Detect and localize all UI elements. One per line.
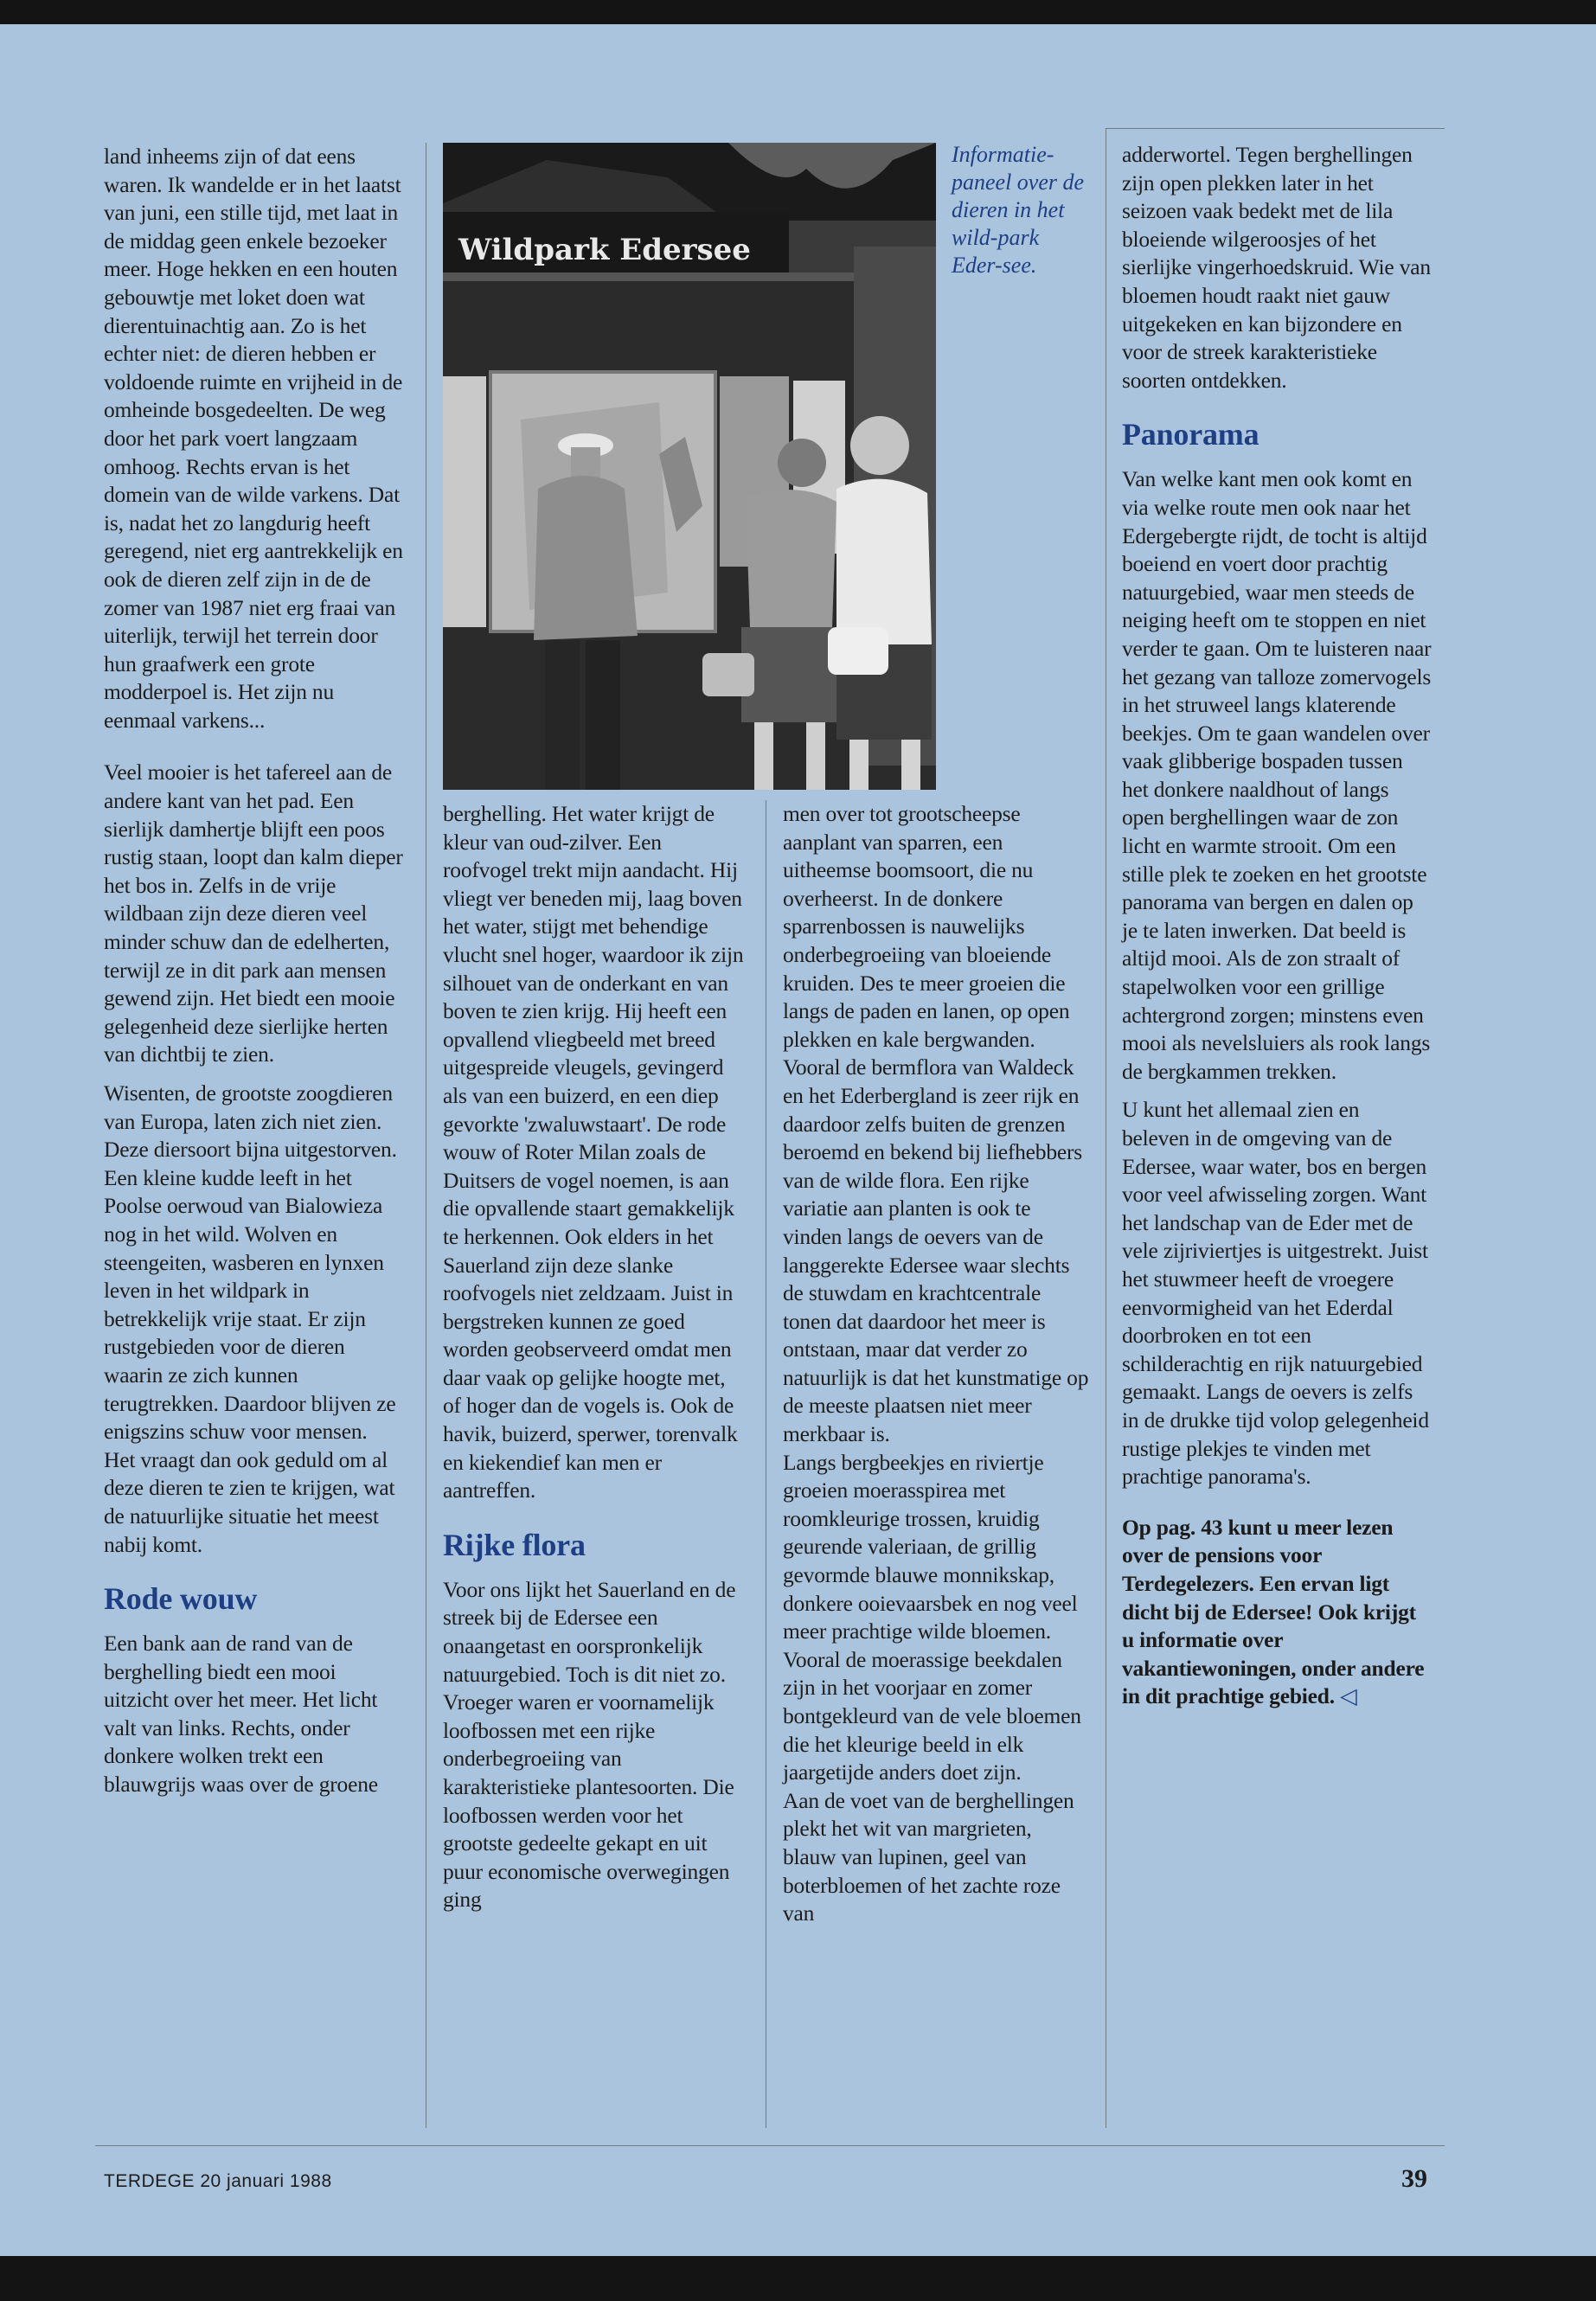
end-mark-icon: ◁ — [1340, 1683, 1357, 1709]
paragraph: Wisenten, de grootste zoogdieren van Europa, laten zich niet zien. Deze diersoort bijna uitgestorven. Een kleine kudde leeft in het Poolse oerwoud van Bialowieza nog in het wild. Wolven en steengeiten, wasberen en lynxen leven in het wildpark in betrekkelijk vrije staat. Er zijn rustgebieden voor de dieren waarin ze zich kunnen terugtrekken. Daardoor blijven ze enigszins schuw voor mensen. Het vraagt dan ook geduld om al deze dieren te zien te krijgen, wat de natuurlijke situatie het meest nabij komt. — [104, 1080, 397, 1557]
page-number: 39 — [1401, 2164, 1427, 2193]
scan-bottom-border — [0, 2256, 1596, 2301]
wildpark-sign-text: Wildpark Edersee — [458, 233, 751, 267]
footer-rule — [95, 2145, 1445, 2146]
article-column-4 — [1122, 141, 1432, 1721]
photo-caption: Informatie-paneel over de dieren in het wild-park Eder-see. — [952, 142, 1085, 278]
section-heading-rijke-flora: Rijke flora — [443, 1527, 586, 1562]
article-column-1 — [104, 143, 403, 1810]
paragraph: Langs bergbeekjes en riviertje groeien moerasspirea met roomkleurige trossen, kruidig geurende valeriaan, de grillig gevormde blauwe monnikskap, donkere ooievaarsbek en nog veel meer prachtige wilde bloemen. Vooral de moerassige beekdalen zijn in het voorjaar en zomer bontgekleurd van de vele bloemen die het kleurige beeld in elk jaargetijde anders doet zijn. — [783, 1449, 1081, 1785]
paragraph: Voor ons lijkt het Sauerland en de streek bij de Edersee een onaangetast en oorspronkelijk natuurgebied. Toch is dit niet zo. Vroeger waren er voornamelijk loofbossen met een rijke onderbegroeiing van karakteristieke plantesoorten. Die loofbossen werden voor het grootste gedeelte gekapt en uit puur economische overwegingen ging — [443, 1576, 736, 1913]
promo-paragraph — [1122, 1514, 1432, 1711]
promo-text: Op pag. 43 kunt u meer lezen over de pensions voor Terdegelezers. Een ervan ligt dicht bij de Edersee! Ook krijgt u informatie over vakantiewoningen, onder andere in dit prachtige gebied. — [1122, 1514, 1425, 1709]
section-heading-panorama: Panorama — [1122, 417, 1259, 452]
footer-publication: TERDEGE 20 januari 1988 — [104, 2171, 332, 2191]
paragraph: Veel mooier is het tafereel aan de andere kant van het pad. Een sierlijk damhertje blijft een poos rustig staan, loopt dan kalm dieper het bos in. Zelfs in de vrije wildbaan zijn deze dieren veel minder schuw dan de edelherten, terwijl ze in dit park aan mensen gewend zijn. Het biedt een mooie gelegenheid deze sierlijke herten van dichtbij te zien. — [104, 760, 403, 1067]
paragraph: Van welke kant men ook komt en via welke route men ook naar het Edergebergte rijdt, de tocht is altijd boeiend en voert door prachtig natuurgebied, waar men steeds de neiging heeft om te stoppen en niet verder te gaan. Om te luisteren naar het gezang van talloze zomervogels in het struweel langs klaterende beekjes. Om te gaan wandelen over vaak glibberige bospaden tussen het donkere naaldhout of langs open berghellingen waar de zon licht en warmte strooit. Om een stille plek te zoeken en het grootste panorama van bergen en dalen op je te laten inwerken. Dat beeld is altijd mooi. Als de zon straalt of stapelwolken voor een grillige achtergrond zorgen; minstens even mooi als nevelsluiers als rook langs de bergkammen trekken. — [1122, 466, 1432, 1084]
wildpark-photo — [443, 143, 936, 790]
scan-top-border — [0, 0, 1596, 24]
top-rule — [1106, 128, 1445, 129]
section-heading-rode-wouw: Rode wouw — [104, 1581, 258, 1617]
article-column-2 — [443, 800, 747, 1925]
paragraph: U kunt het allemaal zien en beleven in de omgeving van de Edersee, waar water, bos en bergen voor veel afwisseling zorgen. Want het landschap van de Eder met de vele zijriviertjes is uitgestrekt. Juist het stuwmeer heeft de vroegere eenvormigheid van het Ederdal doorbroken en tot een schilderachtig en rijk natuurgebied gemaakt. Langs de oevers is zelfs in de drukke tijd volop gelegenheid rustige plekjes te vinden met prachtige panorama's. — [1122, 1097, 1429, 1490]
article-column-3 — [783, 800, 1090, 1939]
paragraph: land inheems zijn of dat eens waren. Ik wandelde er in het laatst van juni, een stille tijd, met laat in de middag geen enkele bezoeker meer. Hoge hekken en een houten gebouwtje met loket doen wat dierentuinachtig aan. Zo is het echter niet: de dieren hebben er voldoende ruimte en vrijheid in de omheinde bosgedeelten. De weg door het park voert langzaam omhoog. Rechts ervan is het domein van de wilde varkens. Dat is, nadat het zo langdurig heeft geregend, niet erg aantrekkelijk en ook de dieren zelf zijn in de de zomer van 1987 niet erg fraai van uiterlijk, terwijl het terrein door hun graafwerk een grote modderpoel is. Het zijn nu eenmaal varkens... — [104, 144, 403, 733]
paragraph: Een bank aan de rand van de berghelling biedt een mooi uitzicht over het meer. Het licht valt van links. Rechts, onder donkere wolken trekt een blauwgrijs waas over de groene — [104, 1631, 378, 1798]
paragraph: Aan de voet van de berghellingen plekt het wit van margrieten, blauw van lupinen, geel van boterbloemen of het zachte roze van — [783, 1787, 1074, 1926]
paragraph: berghelling. Het water krijgt de kleur van oud-zilver. Een roofvogel trekt mijn aandacht. Hij vliegt ver beneden mij, laag boven het water, stijgt met behendige vlucht snel hoger, waardoor ik zijn silhouet van de onderkant en van boven te zien krijg. Hij heeft een opvallend vliegbeeld met breed uitgespreide vleugels, gevingerd als van een buizerd, en een diep gevorkte 'zwaluwstaart'. De rode wouw of Roter Milan zoals de Duitsers de vogel noemen, is aan die opvallende staart gemakkelijk te herkennen. Ook elders in het Sauerland zijn deze slanke roofvogels niet zeldzaam. Juist in bergstreken kunnen ze goed worden geobserveerd omdat men daar vaak op gelijke hoogte met, of hoger dan de vogels is. Ook de havik, buizerd, sperwer, torenvalk en kiekendief kan men er aantreffen. — [443, 801, 744, 1503]
paragraph: adderwortel. Tegen berghellingen zijn open plekken later in het seizoen vaak bedekt met de lila bloeiende wilgeroosjes of het sierlijke vingerhoedskruid. Wie van bloemen houdt raakt niet gauw uitgekeken en kan bijzondere en voor de streek karakteristieke soorten ontdekken. — [1122, 142, 1431, 393]
paragraph: men over tot grootscheepse aanplant van sparren, een uitheemse boomsoort, die nu overheerst. In de donkere sparrenbossen is nauwelijks onderbegroeiing van bloeiende kruiden. Des te meer groeien die langs de paden en lanen, op open plekken en kale bergwanden. Vooral de bermflora van Waldeck en het Ederbergland is zeer rijk en daardoor zelfs buiten de grenzen beroemd en bekend bij liefhebbers van de wilde flora. Een rijke variatie aan planten is ook te vinden langs de oevers van de langgerekte Edersee waar slechts de stuwdam en krachtcentrale tonen dat daardoor het meer is ontstaan, maar dat verder zo natuurlijk is dat het kunstmatige op de meeste plaatsen niet meer merkbaar is. — [783, 801, 1089, 1447]
